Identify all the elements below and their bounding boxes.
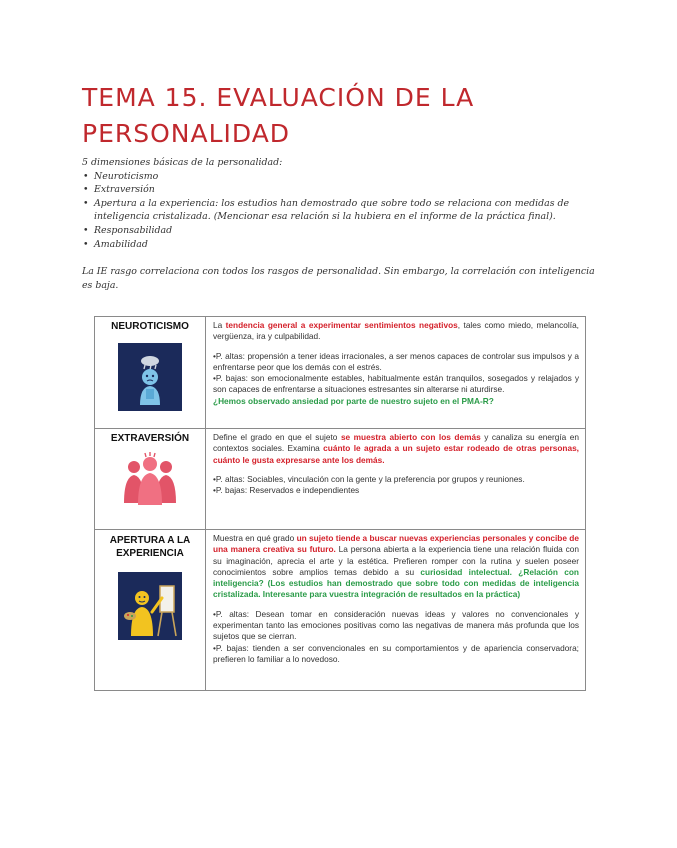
high-scores-text: •P. altas: Desean tomar en consideración nuevas ideas y valores no convencionales y experimentan tanto las emociones positivas como las negativas de manera más profunda que los sujetos que se cierran.	[213, 608, 579, 642]
table-row	[95, 317, 586, 429]
traits-table	[94, 316, 586, 691]
trait-description-cell	[206, 317, 586, 429]
ie-note: La IE rasgo correlaciona con todos los rasgos de personalidad. Sin embargo, la correlación con inteligencia es baja.	[82, 266, 595, 291]
trait-name-cell	[95, 317, 206, 429]
notes-block	[82, 156, 602, 292]
trait-definition: Muestra en qué grado un sujeto tiende a buscar nuevas experiencias personales y concibe de una manera creativa su futuro. La persona abierta a la experiencia tiene una relación fluida con su imaginación, aprecia el arte y la estética. Prefieren romper con la rutina y suelen poseer conocimientos sobre amplios temas debido a su curiosidad intelectual. ¿Relación con inteligencia? (Los estudios han demostrado que sobre todo con medidas de inteligencia cristalizada. Interesante para vuestra integración de resultados en la práctica)	[213, 533, 579, 600]
group-people-icon	[118, 451, 182, 507]
list-item: • Responsabilidad	[82, 224, 602, 238]
notes-intro: 5 dimensiones básicas de la personalidad:	[82, 157, 283, 168]
trait-description-cell	[206, 429, 586, 530]
list-item: • Neuroticismo	[82, 170, 602, 184]
low-scores-text: •P. bajas: son emocionalmente estables, habitualmente están tranquilos, sosegados y relajados y son capaces de enfrentarse a situaciones estresantes sin alterarse ni aturdirse.	[213, 373, 579, 395]
trait-name-cell	[95, 429, 206, 530]
high-scores-text: •P. altas: propensión a tener ideas irracionales, a ser menos capaces de controlar sus impulsos y a enfrentarse peor que los demás con el estrés.	[213, 350, 579, 372]
trait-question: ¿Hemos observado ansiedad por parte de nuestro sujeto en el PMA-R?	[213, 395, 494, 406]
trait-name: APERTURA A LA EXPERIENCIA	[109, 535, 191, 559]
list-item: • Extraversión	[82, 183, 602, 197]
page-title: TEMA 15. EVALUACIÓN DE LA PERSONALIDAD	[82, 83, 475, 148]
high-scores-text: •P. altas: Sociables, vinculación con la gente y la preferencia por grupos y reuniones.	[213, 473, 525, 484]
trait-definition: Define el grado en que el sujeto se muestra abierto con los demás y canaliza su energía en contextos sociales. Examina cuánto le agrada a un sujeto estar rodeado de otras personas, cuánto le gusta expresarse ante los demás.	[213, 432, 580, 465]
trait-name: EXTRAVERSIÓN	[110, 433, 190, 444]
list-item: • Amabilidad	[82, 238, 602, 252]
table-row	[95, 429, 586, 530]
list-item: • Apertura a la experiencia: los estudios han demostrado que sobre todo se relaciona con medidas de inteligencia cristalizada. (Mencionar esa relación si la hubiera en el informe de la práctica final).	[82, 197, 602, 224]
trait-definition: La tendencia general a experimentar sentimientos negativos, tales como miedo, melancolía, vergüenza, ira y culpabilidad.	[213, 320, 579, 342]
low-scores-text: •P. bajas: tienden a ser convencionales en su comportamientos y de apariencia conservadora; prefieren lo familiar a lo novedoso.	[213, 642, 579, 664]
trait-name-cell	[95, 530, 206, 691]
trait-description-cell	[206, 530, 586, 691]
painter-icon	[118, 572, 182, 640]
low-scores-text: •P. bajas: Reservados e independientes	[213, 485, 360, 496]
worried-person-icon	[118, 343, 182, 411]
table-row	[95, 530, 586, 691]
dimensions-list	[82, 170, 602, 252]
trait-name: NEUROTICISMO	[111, 321, 189, 332]
